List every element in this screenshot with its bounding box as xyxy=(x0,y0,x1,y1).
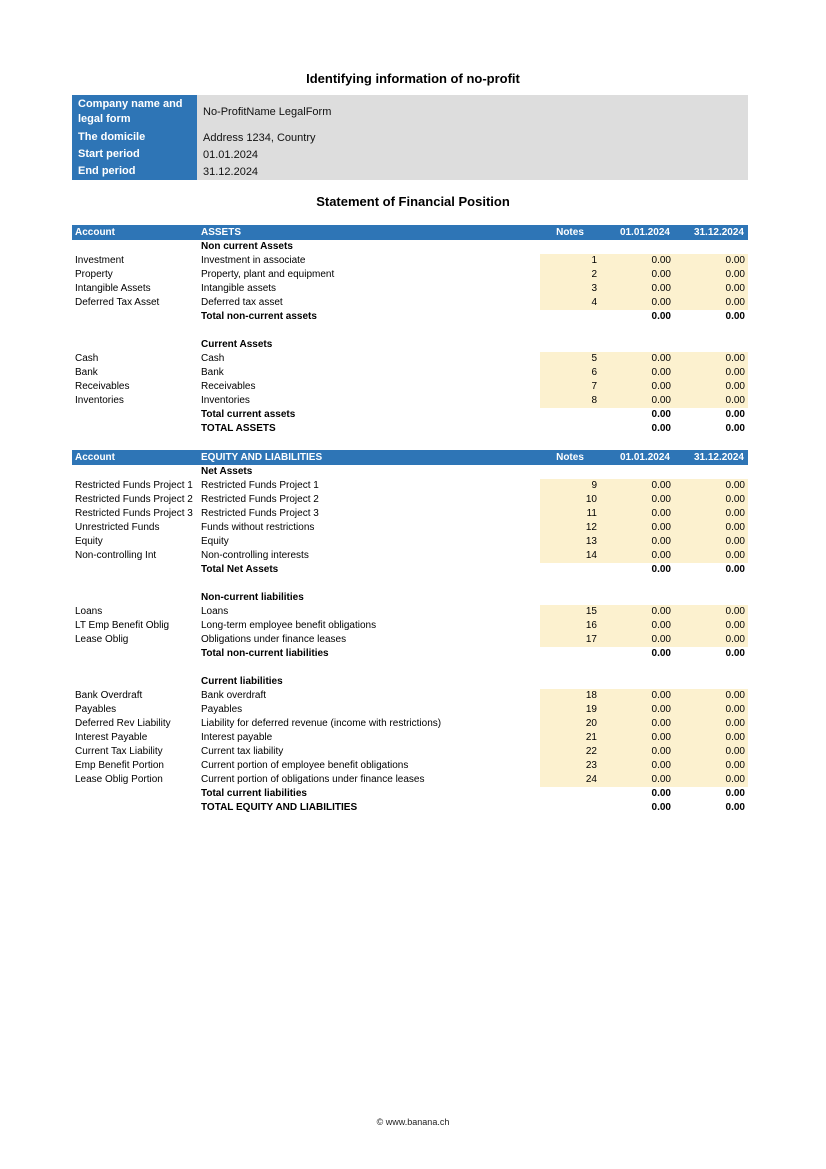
notes-cell: 10 xyxy=(540,493,600,507)
description-cell: Total non-current assets xyxy=(201,311,317,322)
notes-cell: 11 xyxy=(540,507,600,521)
info-row xyxy=(72,163,748,180)
table-row xyxy=(72,745,748,759)
description-cell: Receivables xyxy=(201,381,256,392)
table-row xyxy=(72,535,748,549)
description-cell: Current liabilities xyxy=(201,676,283,687)
amount-period-end-cell: 0.00 xyxy=(674,717,748,731)
account-cell: Emp Benefit Portion xyxy=(75,760,164,771)
amount-period-end-cell: 0.00 xyxy=(674,549,748,563)
amount-period-end-cell: 0.00 xyxy=(725,423,745,434)
account-cell: Property xyxy=(75,269,113,280)
account-cell: Lease Oblig xyxy=(75,634,129,645)
description-cell xyxy=(198,324,540,338)
notes-cell xyxy=(540,647,600,661)
amount-period-end-cell: 0.00 xyxy=(674,703,748,717)
notes-cell xyxy=(540,661,600,675)
amount-period-end-cell: 0.00 xyxy=(725,648,745,659)
notes-cell xyxy=(540,675,600,689)
description-cell: Net Assets xyxy=(201,466,253,477)
liabilities-header-row xyxy=(72,450,748,465)
account-cell xyxy=(72,577,198,591)
amount-period-start-cell xyxy=(600,661,674,675)
description-cell: Long-term employee benefit obligations xyxy=(201,620,377,631)
header-period-end: 31.12.2024 xyxy=(674,450,748,465)
table-row xyxy=(72,324,748,338)
description-cell: Total non-current liabilities xyxy=(201,648,329,659)
amount-period-end-cell: 0.00 xyxy=(674,479,748,493)
amount-period-end-cell: 0.00 xyxy=(725,802,745,813)
info-row xyxy=(72,146,748,163)
account-cell: Receivables xyxy=(75,381,130,392)
notes-cell: 5 xyxy=(540,352,600,366)
account-cell xyxy=(72,647,198,661)
equity-liabilities-table xyxy=(72,450,748,815)
description-cell: Investment in associate xyxy=(201,255,306,266)
amount-period-start-cell: 0.00 xyxy=(600,745,674,759)
amount-period-end-cell: 0.00 xyxy=(674,366,748,380)
description-cell: Restricted Funds Project 3 xyxy=(201,508,319,519)
notes-cell xyxy=(540,591,600,605)
info-row xyxy=(72,129,748,146)
amount-period-start-cell: 0.00 xyxy=(651,788,671,799)
table-row xyxy=(72,717,748,731)
amount-period-end-cell: 0.00 xyxy=(674,394,748,408)
notes-cell: 9 xyxy=(540,479,600,493)
account-cell: LT Emp Benefit Oblig xyxy=(75,620,170,631)
description-cell: Non current Assets xyxy=(201,241,293,252)
amount-period-end-cell xyxy=(674,465,748,479)
description-cell: Obligations under finance leases xyxy=(201,634,347,645)
amount-period-start-cell xyxy=(600,577,674,591)
account-cell: Current Tax Liability xyxy=(75,746,163,757)
notes-cell xyxy=(540,577,600,591)
table-row xyxy=(72,507,748,521)
table-row xyxy=(72,282,748,296)
description-cell xyxy=(198,577,540,591)
table-row xyxy=(72,605,748,619)
notes-cell: 8 xyxy=(540,394,600,408)
description-cell: Funds without restrictions xyxy=(201,522,315,533)
info-row-value: No-ProfitName LegalForm xyxy=(197,95,748,129)
account-cell: Bank xyxy=(75,367,98,378)
notes-cell: 12 xyxy=(540,521,600,535)
amount-period-end-cell: 0.00 xyxy=(674,633,748,647)
account-cell: Inventories xyxy=(75,395,124,406)
amount-period-start-cell: 0.00 xyxy=(600,773,674,787)
table-row xyxy=(72,465,748,479)
table-row xyxy=(72,268,748,282)
table-row xyxy=(72,759,748,773)
header-period-start: 01.01.2024 xyxy=(600,450,674,465)
account-cell xyxy=(72,661,198,675)
account-cell: Deferred Tax Asset xyxy=(75,297,160,308)
table-row xyxy=(72,479,748,493)
header-account: Account xyxy=(72,225,198,240)
table-row xyxy=(72,240,748,254)
account-cell xyxy=(72,240,198,254)
description-cell: TOTAL ASSETS xyxy=(201,423,276,434)
amount-period-end-cell: 0.00 xyxy=(674,493,748,507)
notes-cell: 24 xyxy=(540,773,600,787)
info-row-value: 31.12.2024 xyxy=(197,163,748,180)
table-row xyxy=(72,591,748,605)
assets-header-row xyxy=(72,225,748,240)
amount-period-end-cell: 0.00 xyxy=(674,380,748,394)
table-row xyxy=(72,338,748,352)
amount-period-start-cell: 0.00 xyxy=(651,648,671,659)
amount-period-start-cell: 0.00 xyxy=(600,521,674,535)
amount-period-start-cell: 0.00 xyxy=(651,564,671,575)
table-row xyxy=(72,731,748,745)
amount-period-start-cell: 0.00 xyxy=(600,479,674,493)
account-cell xyxy=(72,324,198,338)
amount-period-end-cell: 0.00 xyxy=(725,788,745,799)
description-cell: Liability for deferred revenue (income with restrictions) xyxy=(201,718,442,729)
amount-period-start-cell: 0.00 xyxy=(600,731,674,745)
table-row xyxy=(72,521,748,535)
amount-period-start-cell xyxy=(600,338,674,352)
amount-period-start-cell: 0.00 xyxy=(651,311,671,322)
account-cell: Payables xyxy=(75,704,117,715)
statement-title: Statement of Financial Position xyxy=(316,194,510,209)
account-cell: Non-controlling Int xyxy=(75,550,157,561)
amount-period-end-cell: 0.00 xyxy=(674,619,748,633)
table-row xyxy=(72,787,748,801)
description-cell: Payables xyxy=(201,704,243,715)
amount-period-end-cell: 0.00 xyxy=(674,535,748,549)
amount-period-start-cell: 0.00 xyxy=(600,296,674,310)
description-cell: Bank overdraft xyxy=(201,690,267,701)
amount-period-end-cell xyxy=(674,661,748,675)
info-row-label: Company name and legal form xyxy=(72,95,197,129)
description-cell: TOTAL EQUITY AND LIABILITIES xyxy=(201,802,358,813)
notes-cell: 22 xyxy=(540,745,600,759)
account-cell xyxy=(72,422,198,436)
company-info-table xyxy=(72,95,748,180)
header-notes: Notes xyxy=(540,450,600,465)
amount-period-start-cell: 0.00 xyxy=(600,689,674,703)
amount-period-end-cell: 0.00 xyxy=(725,564,745,575)
account-cell xyxy=(72,675,198,689)
amount-period-end-cell: 0.00 xyxy=(674,689,748,703)
assets-table xyxy=(72,225,748,436)
account-cell: Restricted Funds Project 3 xyxy=(75,508,193,519)
account-cell xyxy=(72,465,198,479)
amount-period-end-cell: 0.00 xyxy=(674,282,748,296)
account-cell xyxy=(72,801,198,815)
amount-period-start-cell: 0.00 xyxy=(600,507,674,521)
info-row xyxy=(72,95,748,129)
notes-cell: 3 xyxy=(540,282,600,296)
amount-period-end-cell: 0.00 xyxy=(674,731,748,745)
notes-cell: 18 xyxy=(540,689,600,703)
description-cell: Current tax liability xyxy=(201,746,284,757)
account-cell: Interest Payable xyxy=(75,732,148,743)
header-period-end: 31.12.2024 xyxy=(674,225,748,240)
amount-period-start-cell: 0.00 xyxy=(600,366,674,380)
notes-cell: 2 xyxy=(540,268,600,282)
notes-cell: 16 xyxy=(540,619,600,633)
account-cell: Bank Overdraft xyxy=(75,690,143,701)
amount-period-start-cell: 0.00 xyxy=(600,703,674,717)
table-row xyxy=(72,352,748,366)
notes-cell xyxy=(540,563,600,577)
description-cell: Total current liabilities xyxy=(201,788,307,799)
account-cell xyxy=(72,563,198,577)
info-row-label: The domicile xyxy=(72,129,197,146)
amount-period-start-cell: 0.00 xyxy=(600,493,674,507)
amount-period-end-cell: 0.00 xyxy=(674,773,748,787)
header-account: Account xyxy=(72,450,198,465)
account-cell: Unrestricted Funds xyxy=(75,522,160,533)
table-row xyxy=(72,310,748,324)
description-cell: Loans xyxy=(201,606,229,617)
description-cell: Deferred tax asset xyxy=(201,297,283,308)
amount-period-start-cell: 0.00 xyxy=(651,423,671,434)
account-cell: Restricted Funds Project 1 xyxy=(75,480,193,491)
table-row xyxy=(72,633,748,647)
table-row xyxy=(72,577,748,591)
description-cell: Equity xyxy=(201,536,229,547)
notes-cell xyxy=(540,324,600,338)
amount-period-end-cell: 0.00 xyxy=(674,521,748,535)
amount-period-end-cell: 0.00 xyxy=(674,605,748,619)
notes-cell: 4 xyxy=(540,296,600,310)
table-row xyxy=(72,296,748,310)
description-cell: Intangible assets xyxy=(201,283,277,294)
table-row xyxy=(72,619,748,633)
table-row xyxy=(72,422,748,436)
amount-period-end-cell xyxy=(674,675,748,689)
amount-period-start-cell: 0.00 xyxy=(600,633,674,647)
notes-cell xyxy=(540,408,600,422)
amount-period-start-cell: 0.00 xyxy=(600,268,674,282)
amount-period-start-cell: 0.00 xyxy=(651,409,671,420)
notes-cell xyxy=(540,310,600,324)
description-cell: Bank xyxy=(201,367,224,378)
notes-cell: 19 xyxy=(540,703,600,717)
account-cell xyxy=(72,338,198,352)
notes-cell: 13 xyxy=(540,535,600,549)
account-cell: Loans xyxy=(75,606,103,617)
notes-cell: 7 xyxy=(540,380,600,394)
amount-period-start-cell: 0.00 xyxy=(600,352,674,366)
account-cell xyxy=(72,591,198,605)
notes-cell xyxy=(540,240,600,254)
account-cell: Deferred Rev Liability xyxy=(75,718,171,729)
account-cell: Restricted Funds Project 2 xyxy=(75,494,193,505)
amount-period-start-cell: 0.00 xyxy=(600,535,674,549)
description-cell: Restricted Funds Project 2 xyxy=(201,494,319,505)
notes-cell xyxy=(540,338,600,352)
table-row xyxy=(72,366,748,380)
amount-period-start-cell: 0.00 xyxy=(600,380,674,394)
info-row-label: End period xyxy=(72,163,197,180)
amount-period-end-cell: 0.00 xyxy=(674,268,748,282)
amount-period-start-cell: 0.00 xyxy=(600,254,674,268)
amount-period-start-cell: 0.00 xyxy=(600,394,674,408)
notes-cell: 20 xyxy=(540,717,600,731)
info-row-label: Start period xyxy=(72,146,197,163)
notes-cell: 17 xyxy=(540,633,600,647)
description-cell xyxy=(198,661,540,675)
description-cell: Total current assets xyxy=(201,409,296,420)
notes-cell: 6 xyxy=(540,366,600,380)
description-cell: Current Assets xyxy=(201,339,273,350)
table-row xyxy=(72,675,748,689)
amount-period-end-cell: 0.00 xyxy=(674,352,748,366)
amount-period-start-cell xyxy=(600,240,674,254)
amount-period-start-cell: 0.00 xyxy=(600,619,674,633)
account-cell: Investment xyxy=(75,255,124,266)
info-row-value: Address 1234, Country xyxy=(197,129,748,146)
header-period-start: 01.01.2024 xyxy=(600,225,674,240)
amount-period-end-cell: 0.00 xyxy=(674,254,748,268)
header-notes: Notes xyxy=(540,225,600,240)
amount-period-end-cell: 0.00 xyxy=(725,311,745,322)
table-row xyxy=(72,773,748,787)
account-cell: Equity xyxy=(75,536,103,547)
description-cell: Total Net Assets xyxy=(201,564,279,575)
account-cell xyxy=(72,408,198,422)
description-cell: Property, plant and equipment xyxy=(201,269,335,280)
description-cell: Inventories xyxy=(201,395,250,406)
amount-period-start-cell: 0.00 xyxy=(651,802,671,813)
description-cell: Restricted Funds Project 1 xyxy=(201,480,319,491)
amount-period-start-cell xyxy=(600,591,674,605)
account-cell xyxy=(72,787,198,801)
account-cell: Intangible Assets xyxy=(75,283,151,294)
amount-period-start-cell: 0.00 xyxy=(600,282,674,296)
notes-cell: 14 xyxy=(540,549,600,563)
table-row xyxy=(72,661,748,675)
description-cell: Non-current liabilities xyxy=(201,592,304,603)
account-cell xyxy=(72,310,198,324)
table-row xyxy=(72,703,748,717)
info-row-value: 01.01.2024 xyxy=(197,146,748,163)
account-cell: Cash xyxy=(75,353,99,364)
notes-cell: 23 xyxy=(540,759,600,773)
notes-cell xyxy=(540,422,600,436)
amount-period-start-cell: 0.00 xyxy=(600,759,674,773)
table-row xyxy=(72,563,748,577)
table-row xyxy=(72,380,748,394)
notes-cell xyxy=(540,787,600,801)
amount-period-end-cell: 0.00 xyxy=(674,745,748,759)
notes-cell xyxy=(540,465,600,479)
amount-period-end-cell: 0.00 xyxy=(674,296,748,310)
header-equity-liabilities: EQUITY AND LIABILITIES xyxy=(198,450,540,465)
amount-period-start-cell xyxy=(600,324,674,338)
description-cell: Current portion of obligations under finance leases xyxy=(201,774,425,785)
table-row xyxy=(72,394,748,408)
header-assets: ASSETS xyxy=(198,225,540,240)
amount-period-start-cell: 0.00 xyxy=(600,717,674,731)
account-cell: Lease Oblig Portion xyxy=(75,774,163,785)
amount-period-end-cell xyxy=(674,324,748,338)
amount-period-end-cell: 0.00 xyxy=(725,409,745,420)
amount-period-end-cell: 0.00 xyxy=(674,759,748,773)
footer-copyright: © www.banana.ch xyxy=(376,1117,450,1127)
description-cell: Non-controlling interests xyxy=(201,550,309,561)
notes-cell: 15 xyxy=(540,605,600,619)
page-title: Identifying information of no-profit xyxy=(306,71,520,86)
amount-period-start-cell: 0.00 xyxy=(600,549,674,563)
amount-period-end-cell xyxy=(674,577,748,591)
notes-cell: 21 xyxy=(540,731,600,745)
amount-period-start-cell xyxy=(600,465,674,479)
amount-period-end-cell xyxy=(674,240,748,254)
description-cell: Cash xyxy=(201,353,225,364)
notes-cell: 1 xyxy=(540,254,600,268)
amount-period-end-cell xyxy=(674,338,748,352)
table-row xyxy=(72,689,748,703)
amount-period-end-cell xyxy=(674,591,748,605)
notes-cell xyxy=(540,801,600,815)
amount-period-end-cell: 0.00 xyxy=(674,507,748,521)
table-row xyxy=(72,408,748,422)
table-row xyxy=(72,493,748,507)
amount-period-start-cell xyxy=(600,675,674,689)
table-row xyxy=(72,549,748,563)
description-cell: Interest payable xyxy=(201,732,273,743)
table-row xyxy=(72,254,748,268)
amount-period-start-cell: 0.00 xyxy=(600,605,674,619)
table-row xyxy=(72,801,748,815)
table-row xyxy=(72,647,748,661)
description-cell: Current portion of employee benefit obligations xyxy=(201,760,409,771)
